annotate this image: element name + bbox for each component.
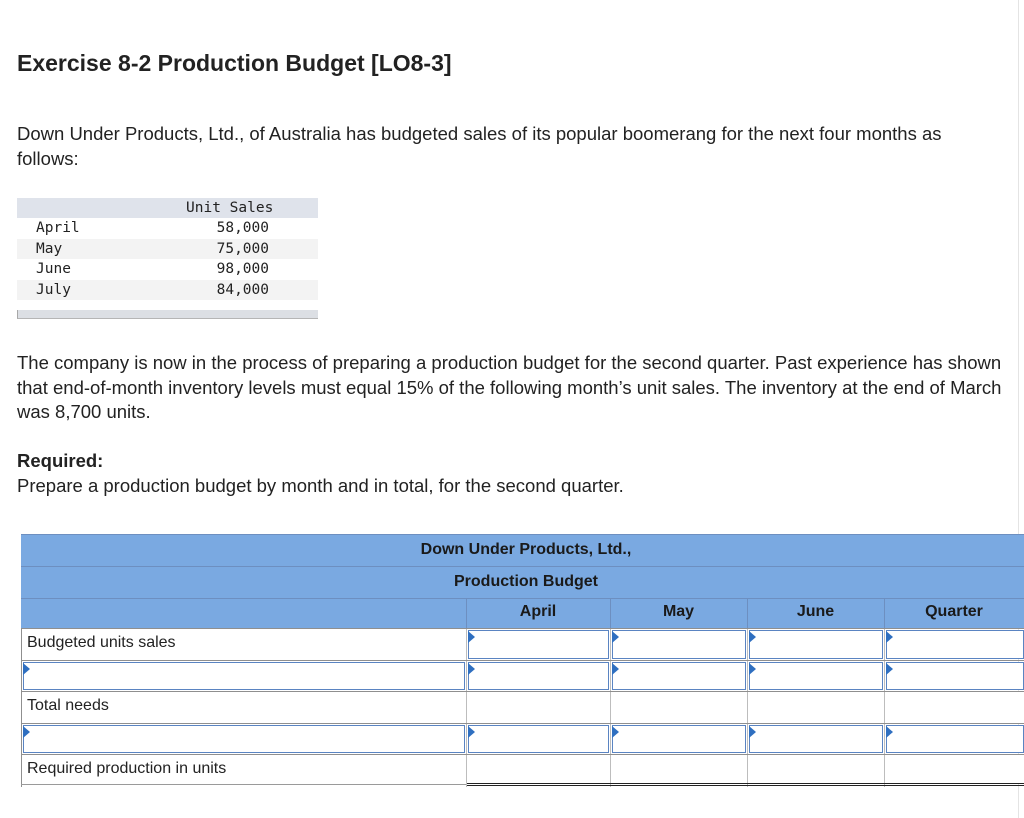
input-flag-icon [468, 631, 475, 643]
input-flag-icon [612, 663, 619, 675]
required-production-quarter-cell [885, 755, 1024, 783]
header-divider [747, 598, 748, 628]
unit-sales-table [17, 198, 318, 300]
row-label-budgeted-units-sales: Budgeted units sales [27, 634, 176, 651]
budgeted-sales-june-input[interactable] [749, 630, 883, 659]
row4-june-input[interactable] [749, 725, 883, 753]
input-flag-icon [612, 631, 619, 643]
header-divider [610, 598, 611, 628]
sales-row-june [17, 259, 318, 280]
header-divider [466, 598, 467, 628]
row2-may-input[interactable] [612, 662, 746, 690]
grid-left-border [21, 628, 22, 787]
sales-value: 84,000 [216, 281, 269, 298]
row-divider [21, 723, 1024, 724]
row4-april-input[interactable] [468, 725, 609, 753]
budget-company-name: Down Under Products, Ltd., [420, 541, 632, 558]
row-divider [21, 628, 1024, 629]
total-needs-may-cell [611, 692, 747, 723]
input-flag-icon [23, 663, 30, 675]
required-text: Prepare a production budget by month and in total, for the second quarter. [17, 475, 624, 496]
sales-value: 98,000 [216, 261, 269, 278]
input-flag-icon [749, 631, 756, 643]
row2-label-input[interactable] [23, 662, 465, 690]
budget-title: Production Budget [454, 573, 598, 590]
input-flag-icon [749, 726, 756, 738]
unit-sales-table-footer [17, 310, 318, 319]
intro-paragraph: Down Under Products, Ltd., of Australia has budgeted sales of its popular boomerang for the next four months as follows: [17, 123, 942, 169]
column-header-may: May [662, 603, 695, 620]
row4-may-input[interactable] [612, 725, 746, 753]
column-header-june: June [796, 603, 835, 620]
row-label-required-production: Required production in units [27, 760, 227, 777]
sales-row-may [17, 239, 318, 260]
process-paragraph: The company is now in the process of preparing a production budget for the second quarter. Past experience has shown that end-of-month inventory levels must equal 15% of the following month’s unit sales. The inventory at the end of March was 8,700 units. [17, 352, 1002, 422]
sales-month: April [36, 220, 80, 237]
input-flag-icon [612, 726, 619, 738]
required-heading: Required: [17, 450, 104, 471]
double-underline [467, 783, 1024, 786]
row2-quarter-input[interactable] [886, 662, 1024, 690]
sales-month: June [36, 261, 71, 278]
row2-june-input[interactable] [749, 662, 883, 690]
input-flag-icon [886, 726, 893, 738]
budget-column-header-row [21, 598, 1024, 628]
sales-row-april [17, 218, 318, 239]
unit-sales-header [17, 198, 318, 218]
input-flag-icon [468, 726, 475, 738]
required-production-may-cell [611, 755, 747, 783]
column-header-april: April [519, 603, 557, 620]
row-label-total-needs: Total needs [27, 697, 109, 714]
budgeted-sales-april-input[interactable] [468, 630, 609, 659]
column-header-quarter: Quarter [925, 603, 983, 620]
row-divider [21, 660, 1024, 661]
row4-quarter-input[interactable] [886, 725, 1024, 753]
total-needs-june-cell [748, 692, 884, 723]
sales-month: May [36, 240, 63, 257]
input-flag-icon [23, 726, 30, 738]
total-needs-quarter-cell [885, 692, 1024, 723]
sales-row-july [17, 280, 318, 301]
unit-sales-header-label: Unit Sales [186, 200, 274, 216]
input-flag-icon [749, 663, 756, 675]
input-flag-icon [886, 663, 893, 675]
required-production-june-cell [748, 755, 884, 783]
sales-value: 75,000 [216, 240, 269, 257]
label-column-bottom-border [21, 784, 466, 785]
header-divider [884, 598, 885, 628]
total-needs-april-cell [467, 692, 610, 723]
sales-month: July [36, 281, 71, 298]
budget-company-bar [21, 534, 1024, 566]
sales-value: 58,000 [216, 220, 269, 237]
row2-april-input[interactable] [468, 662, 609, 690]
budget-title-bar [21, 566, 1024, 598]
budgeted-sales-quarter-input[interactable] [886, 630, 1024, 659]
row4-label-input[interactable] [23, 725, 465, 753]
input-flag-icon [468, 663, 475, 675]
required-production-april-cell [467, 755, 610, 783]
exercise-title: Exercise 8-2 Production Budget [LO8-3] [17, 50, 452, 76]
input-flag-icon [886, 631, 893, 643]
production-budget-grid [21, 534, 1024, 787]
budgeted-sales-may-input[interactable] [612, 630, 746, 659]
